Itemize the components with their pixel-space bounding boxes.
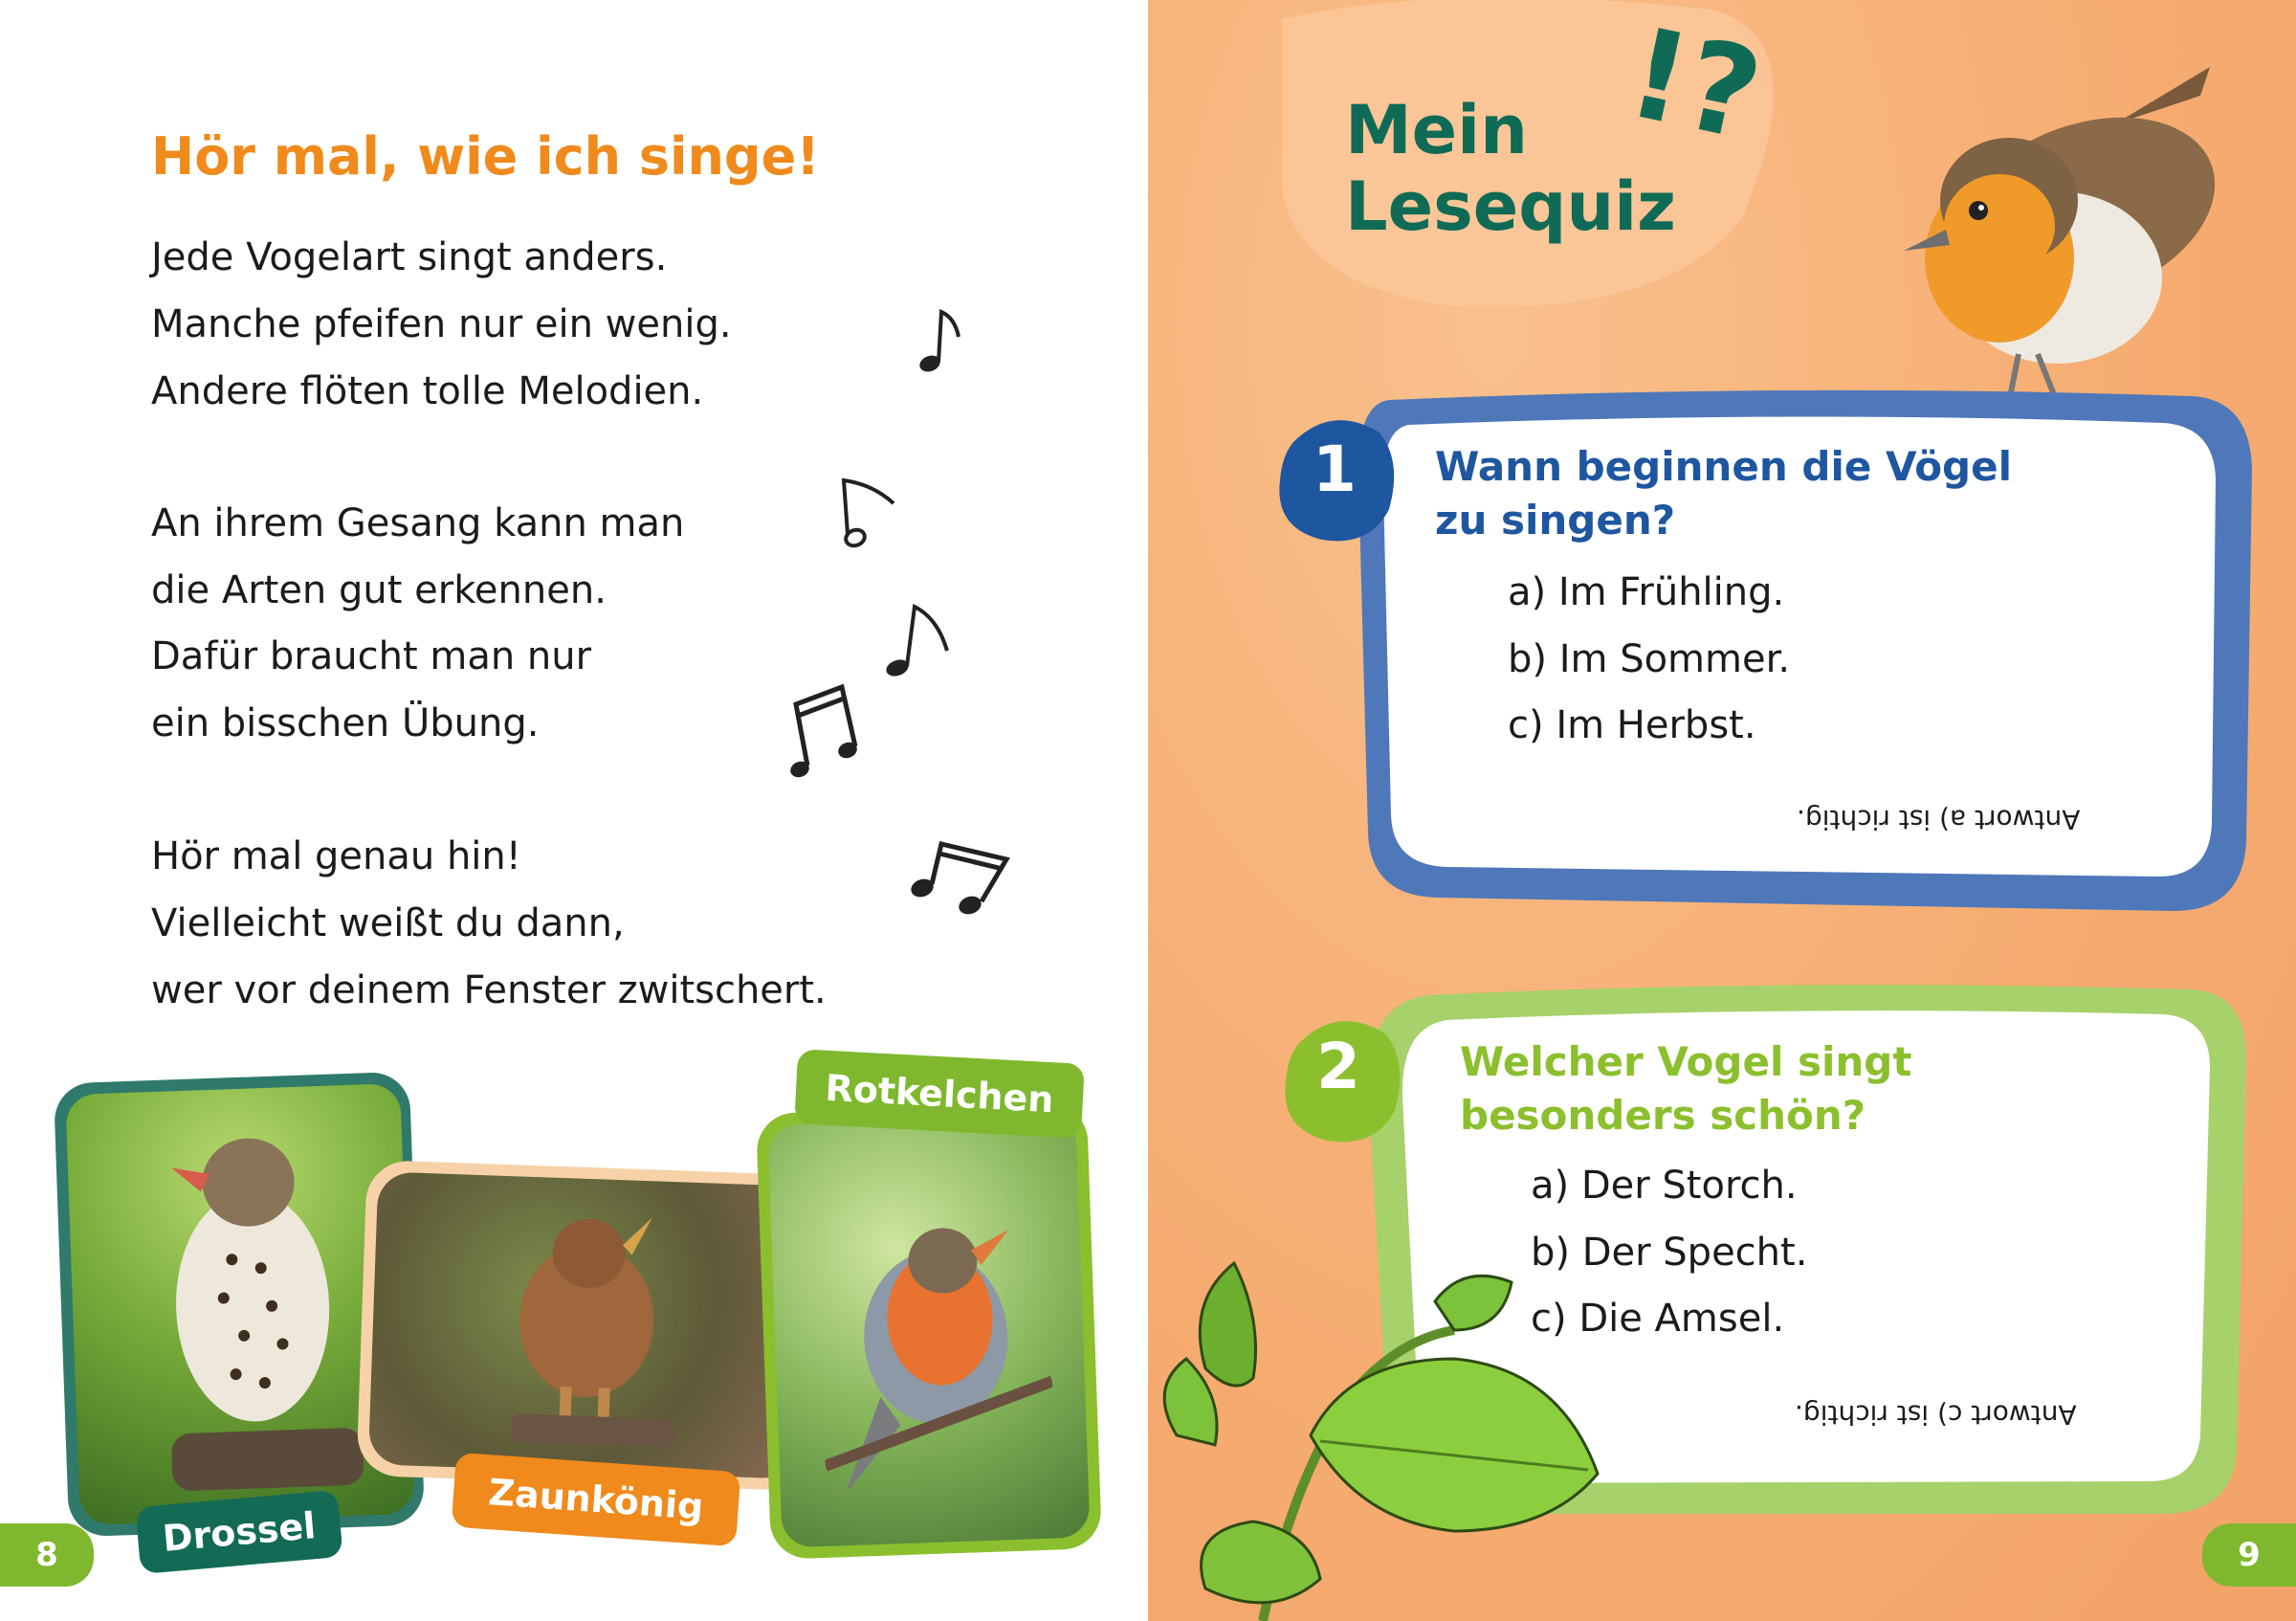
question-number-1: 1: [1313, 433, 1357, 506]
question-1-line2: zu singen?: [1435, 497, 1676, 544]
question-1-line1: Wann beginnen die Vögel: [1435, 443, 2012, 490]
text-line: Dafür braucht man nur: [151, 634, 592, 678]
music-note-icon: [909, 304, 966, 381]
quiz-marks: !?: [1616, 0, 1774, 169]
solution-1-upside-down: Antwort a) ist richtig.: [1797, 804, 2081, 835]
photo-zaunkoenig: [356, 1160, 818, 1491]
text-line: Andere flöten tolle Melodien.: [151, 369, 704, 413]
text-line: Jede Vogelart singt anders.: [151, 235, 668, 279]
text-line: die Arten gut erkennen.: [151, 568, 607, 612]
question-number-2: 2: [1316, 1030, 1360, 1103]
answer-1b: b) Im Sommer.: [1508, 637, 1791, 681]
photo-label-zaunkoenig: Zaunkönig: [452, 1453, 741, 1547]
question-2-line2: besonders schön?: [1460, 1092, 1866, 1139]
music-note-icon: [783, 683, 867, 785]
answer-1a: a) Im Frühling.: [1508, 570, 1785, 614]
text-line: ein bisschen Übung.: [151, 701, 540, 745]
quiz-title-line2: Lesequiz: [1345, 167, 1676, 246]
answer-2c: c) Die Amsel.: [1531, 1297, 1785, 1341]
photo-label-drossel: Drossel: [135, 1490, 342, 1574]
solution-2-upside-down: Antwort c) ist richtig.: [1795, 1399, 2077, 1431]
answer-2b: b) Der Specht.: [1531, 1231, 1808, 1275]
right-page: [1148, 0, 2296, 1621]
thrush-bird-image: [141, 1111, 374, 1511]
text-line: Manche pfeifen nur ein wenig.: [151, 302, 732, 346]
photo-label-rotkelchen: Rotkelchen: [794, 1049, 1085, 1139]
wren-bird-image: [491, 1184, 692, 1458]
answer-2a: a) Der Storch.: [1531, 1164, 1798, 1208]
music-note-icon: [880, 601, 957, 681]
robin-illustration: [1875, 57, 2239, 421]
question-2-line1: Welcher Vogel singt: [1460, 1038, 1912, 1085]
text-line: Vielleicht weißt du dann,: [151, 901, 625, 945]
answer-1c: c) Im Herbst.: [1508, 703, 1756, 747]
text-line: An ihrem Gesang kann man: [151, 501, 685, 545]
photo-rotkelchen: [756, 1102, 1102, 1560]
page-number: 9: [2202, 1523, 2296, 1587]
text-line: wer vor deinem Fenster zwitschert.: [151, 968, 827, 1012]
page-heading: Hör mal, wie ich singe!: [151, 126, 820, 187]
quiz-title-line1: Mein: [1345, 91, 1528, 169]
text-line: Hör mal genau hin!: [151, 834, 521, 878]
music-note-icon: [834, 475, 901, 555]
music-note-icon: [907, 838, 1012, 924]
page-number: 8: [0, 1523, 94, 1587]
robin-bird-image: [816, 1200, 1056, 1514]
leaf-branch-illustration: [1148, 1244, 1665, 1621]
